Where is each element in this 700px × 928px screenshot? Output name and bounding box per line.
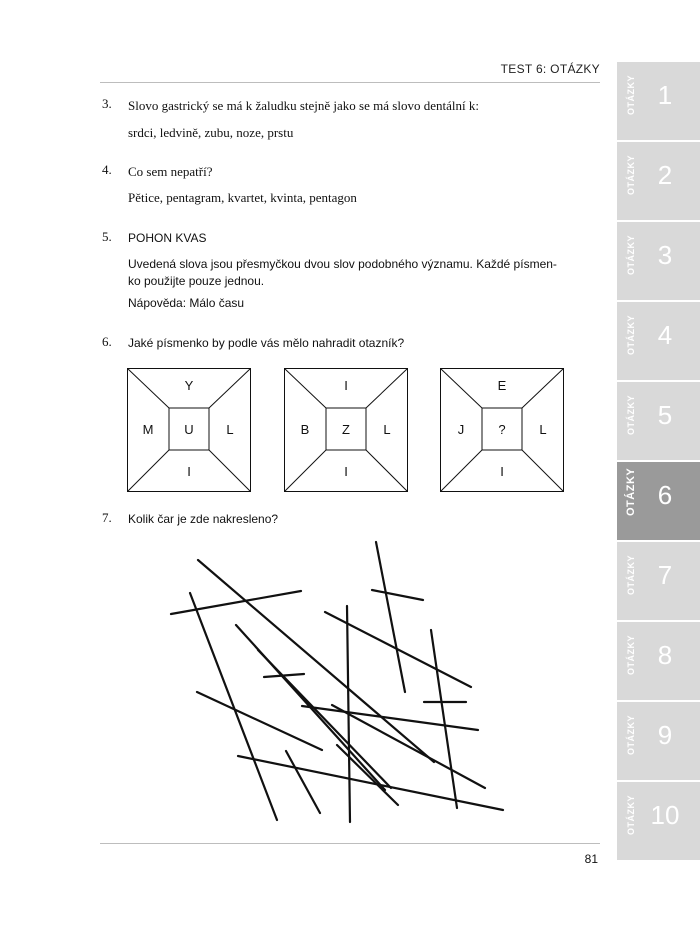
question-5-number: 5.: [102, 229, 112, 244]
side-tab-label: OTÁZKY: [626, 715, 636, 755]
footer-rule: [100, 843, 600, 844]
side-tab-8[interactable]: [617, 622, 700, 700]
puzzle-2-right: L: [383, 422, 391, 437]
side-tab-4[interactable]: [617, 302, 700, 380]
puzzle-3-right: L: [539, 422, 547, 437]
question-4-number: 4.: [102, 162, 112, 177]
question-3-number: 3.: [102, 96, 112, 111]
side-tab-label: OTÁZKY: [626, 235, 636, 275]
figure-line: [190, 593, 277, 820]
side-tab-label: OTÁZKY: [626, 395, 636, 435]
side-tab-label: OTÁZKY: [626, 155, 636, 195]
question-7-text: Kolik čar je zde nakresleno?: [128, 512, 279, 526]
figure-line: [286, 751, 320, 813]
side-tab-5[interactable]: [617, 382, 700, 460]
question-4-text: Co sem nepatří?: [128, 164, 213, 179]
question-5-line-1: Uvedená slova jsou přesmyčkou dvou slov podobného významu. Každé písmen-: [128, 257, 557, 271]
side-tab-label: OTÁZKY: [626, 795, 636, 835]
side-tab-3[interactable]: [617, 222, 700, 300]
side-tab-number: 5: [657, 400, 673, 430]
side-tab-label: OTÁZKY: [625, 467, 637, 516]
question-3-answer: srdci, ledvině, zubu, noze, prstu: [128, 125, 294, 140]
question-5-line-2: ko použijte pouze jednou.: [128, 274, 265, 288]
side-tab-number: 7: [657, 560, 673, 590]
figure-line: [431, 630, 457, 808]
side-tab-number: 10: [650, 800, 680, 830]
side-tab-2[interactable]: [617, 142, 700, 220]
side-tab-10[interactable]: [617, 782, 700, 860]
puzzle-1-top: Y: [184, 378, 194, 393]
puzzle-3-center: ?: [498, 422, 506, 437]
side-tab-1[interactable]: [617, 62, 700, 140]
page-number: 81: [584, 852, 598, 866]
question-3-text: Slovo gastrický se má k žaludku stejně jako se má slovo dentální k:: [128, 98, 479, 113]
figure-line: [376, 542, 405, 692]
figure-line: [264, 674, 304, 677]
side-tab-label: OTÁZKY: [626, 635, 636, 675]
puzzle-1-center: U: [184, 422, 194, 437]
puzzle-1-left: M: [142, 422, 154, 437]
puzzle-1-right: L: [226, 422, 234, 437]
side-tab-number: 2: [657, 160, 673, 190]
side-tab-9[interactable]: [617, 702, 700, 780]
side-tab-6-active[interactable]: [617, 462, 700, 540]
puzzle-2-top: I: [344, 378, 348, 393]
page-header-title: TEST 6: OTÁZKY: [500, 62, 600, 76]
side-tab-number: 6: [657, 480, 673, 510]
puzzle-2-center: Z: [342, 422, 350, 437]
side-tab-label: OTÁZKY: [626, 315, 636, 355]
puzzle-1-bottom: I: [187, 464, 191, 479]
figure-line: [337, 745, 398, 805]
question-7-number: 7.: [102, 510, 112, 525]
question-4-answer: Pětice, pentagram, kvartet, kvinta, pentagon: [128, 190, 357, 205]
figure-line: [238, 756, 503, 810]
side-tab-label: OTÁZKY: [626, 555, 636, 595]
side-tab-number: 9: [657, 720, 673, 750]
figure-line: [332, 705, 485, 788]
puzzle-3-left: J: [457, 422, 465, 437]
question-6-text: Jaké písmenko by podle vás mělo nahradit otazník?: [128, 336, 405, 350]
side-tab-number: 3: [657, 240, 673, 270]
question-5-title: POHON KVAS: [128, 231, 207, 245]
side-tab-label: OTÁZKY: [626, 75, 636, 115]
question-6-number: 6.: [102, 334, 112, 349]
puzzle-2-bottom: I: [344, 464, 348, 479]
side-tab-number: 8: [657, 640, 673, 670]
side-tab-number: 4: [657, 320, 673, 350]
puzzle-3-bottom: I: [500, 464, 504, 479]
figure-line: [372, 590, 423, 600]
side-tab-number: 1: [657, 80, 673, 110]
figure-line: [258, 650, 391, 788]
side-tab-7[interactable]: [617, 542, 700, 620]
question-5-hint: Nápověda: Málo času: [128, 296, 245, 310]
puzzle-3-top: E: [497, 378, 507, 393]
puzzle-2-left: B: [300, 422, 310, 437]
